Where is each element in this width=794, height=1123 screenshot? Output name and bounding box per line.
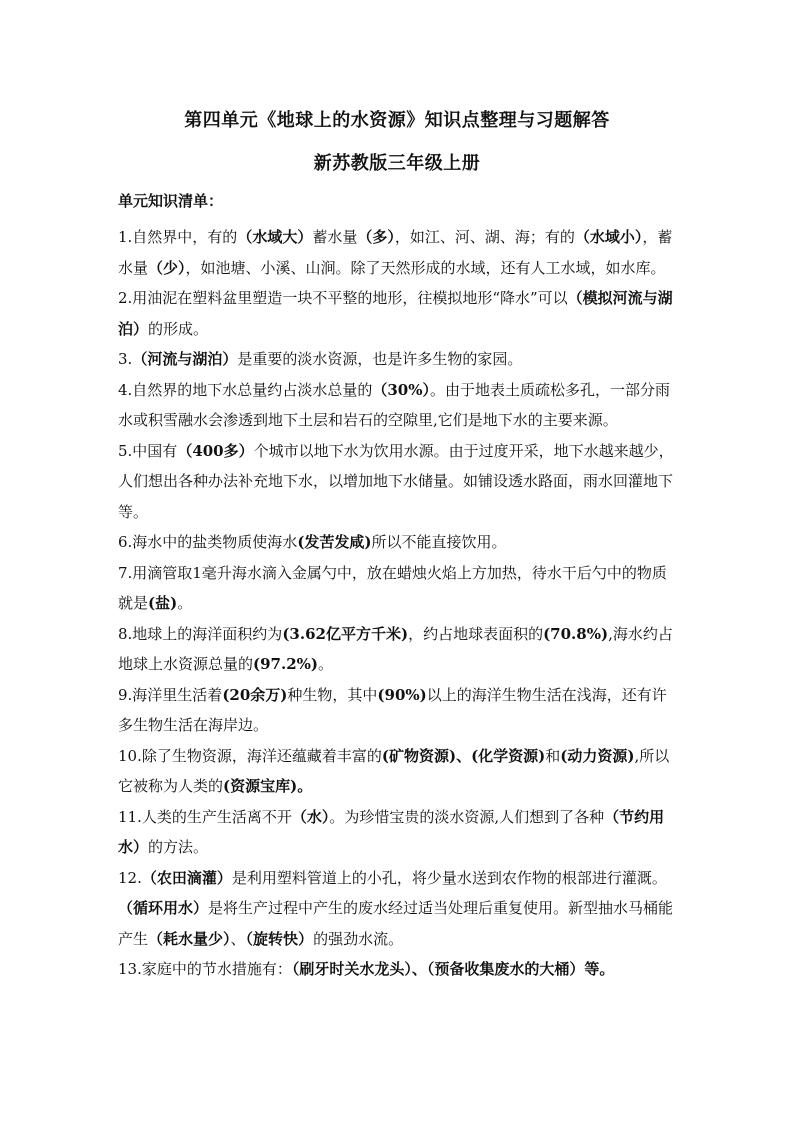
answer-text: (资源宝库) [223,777,298,795]
knowledge-item [118,619,678,680]
item-text: 、 [230,929,246,948]
knowledge-item [118,954,678,985]
answer-text: （循环用水） [118,899,209,917]
answer-text: （节约用水） [118,807,665,856]
answer-text: (盐) [148,594,178,612]
answer-text: 、 [411,960,427,978]
item-text: 13.家庭中的节水措施有： [118,960,292,978]
answer-text: （耗水量少） [148,929,231,948]
item-text: 1.自然界中，有的 [118,228,238,246]
item-text: 所以不能直接饮用。 [371,533,507,551]
item-text: 种生物，其中 [287,685,378,704]
answer-text: （旋转快） [245,929,314,948]
item-text: ，约占地球表面积的 [408,624,544,643]
item-text: 。 [318,655,334,673]
answer-text: （预备收集废水的大桶） [426,960,585,978]
answer-text: (发苦发咸) [297,533,372,551]
item-text: 12. [118,868,142,887]
knowledge-item [118,436,678,528]
item-text: 。 [177,594,193,612]
knowledge-item [118,527,678,558]
item-text: ，蓄水量 [118,228,673,277]
answer-text: (动力资源) [560,746,635,765]
item-text: 蓄水量 [312,228,358,246]
item-text: ，如江、河、湖、海；有的 [394,228,575,246]
item-text: 7.用滴管取1毫升海水滴入金属勺中，放在蜡烛火焰上方加热，待水干后勺中的物质就是 [118,563,667,612]
item-text: 10.除了生物资源，海洋还蕴藏着丰富的 [118,746,382,765]
answer-text: 、 [456,746,472,765]
answer-text: (70.8%) [543,624,609,643]
item-text: 的方法。 [148,838,209,856]
answer-text: (矿物资源) [381,746,457,765]
item-text: 是重要的淡水资源，也是许多生物的家园。 [237,350,523,368]
item-text: ,海水约占地球上水资源总量的 [118,624,673,673]
item-text: 是将生产过程中产生的废水经过适当处理后重复使用。新型抽水马桶能产生 [118,899,674,948]
item-text: 的强劲水流。 [313,929,404,948]
knowledge-item [118,863,678,955]
answer-text: （多） [357,228,395,246]
answer-text: (化学资源) [471,746,546,765]
item-text: ,所以它被称为人类的 [118,746,670,795]
item-text: 6.海水中的盐类物质使海水 [118,533,298,551]
answer-text: （30%） [372,380,430,399]
answer-text: 。 [297,777,313,795]
answer-text: （刷牙时关水龙头） [291,960,412,978]
answer-text: （河流与湖泊） [132,350,238,368]
item-text: ，如池塘、小溪、山涧。除了天然形成的水域，还有人工水域，如水库。 [185,258,666,277]
item-text: 4.自然界的地下水总量约占淡水总量的 [118,380,373,399]
answer-text: （模拟河流与湖泊） [118,289,673,338]
answer-text: (90%) [377,685,427,704]
item-text: 。为珍惜宝贵的淡水资源,人们想到了各种 [329,807,605,826]
item-text: 8.地球上的海洋面积约为 [118,624,283,643]
item-text: 2.用油泥在塑料盆里塑造一块不平整的地形，往模拟地形“降水”可以 [118,289,568,307]
knowledge-item [118,283,678,344]
answer-text: (97.2%) [253,655,318,673]
knowledge-item [118,375,678,436]
section-heading: 单元知识清单： [118,192,224,210]
document-title: 第四单元《地球上的水资源》知识点整理与习题解答 [184,110,610,131]
knowledge-item [118,558,678,619]
knowledge-item [118,344,678,375]
item-text: 以上的海洋生物生活在浅海，还有许多生物生活在海岸边。 [118,685,667,734]
item-text: 。由于地表土质疏松多孔，一部分雨水或积雪融水会渗透到地下土层和岩石的空隙里,它们是地下水的主要来源。 [118,380,670,429]
knowledge-item [118,680,678,741]
item-text: 3. [118,350,133,368]
item-text: 11.人类的生产生活离不开 [118,807,292,826]
item-text: 个城市以地下水为饮用水源。由于过度开采，地下水越来越少，人们想出各种办法补充地下水，以增加地下水储量。如铺设透水路面，雨水回灌地下等。 [118,441,674,521]
answer-text: （少） [148,258,186,277]
answer-text: （水域小） [574,228,643,246]
answer-text: （水域大） [237,228,313,246]
knowledge-item [118,802,678,863]
answer-text: 等。 [584,960,615,978]
document-subtitle: 新苏教版三年级上册 [313,153,481,174]
item-text: 的形成。 [148,319,209,338]
answer-text: (20余万) [222,685,288,704]
answer-text: （400多） [177,441,254,460]
item-text: 和 [545,746,561,765]
answer-text: (3.62亿平方千米) [282,624,409,643]
answer-text: （农田滴灌） [141,868,232,887]
item-text: 是利用塑料管道上的小孔，将少量水送到农作物的根部进行灌溉。 [231,868,667,887]
knowledge-list [118,222,678,985]
answer-text: （水） [291,807,330,826]
knowledge-item [118,741,678,802]
knowledge-item [118,222,678,283]
item-text: 9.海洋里生活着 [118,685,223,704]
item-text: 5.中国有 [118,441,178,460]
